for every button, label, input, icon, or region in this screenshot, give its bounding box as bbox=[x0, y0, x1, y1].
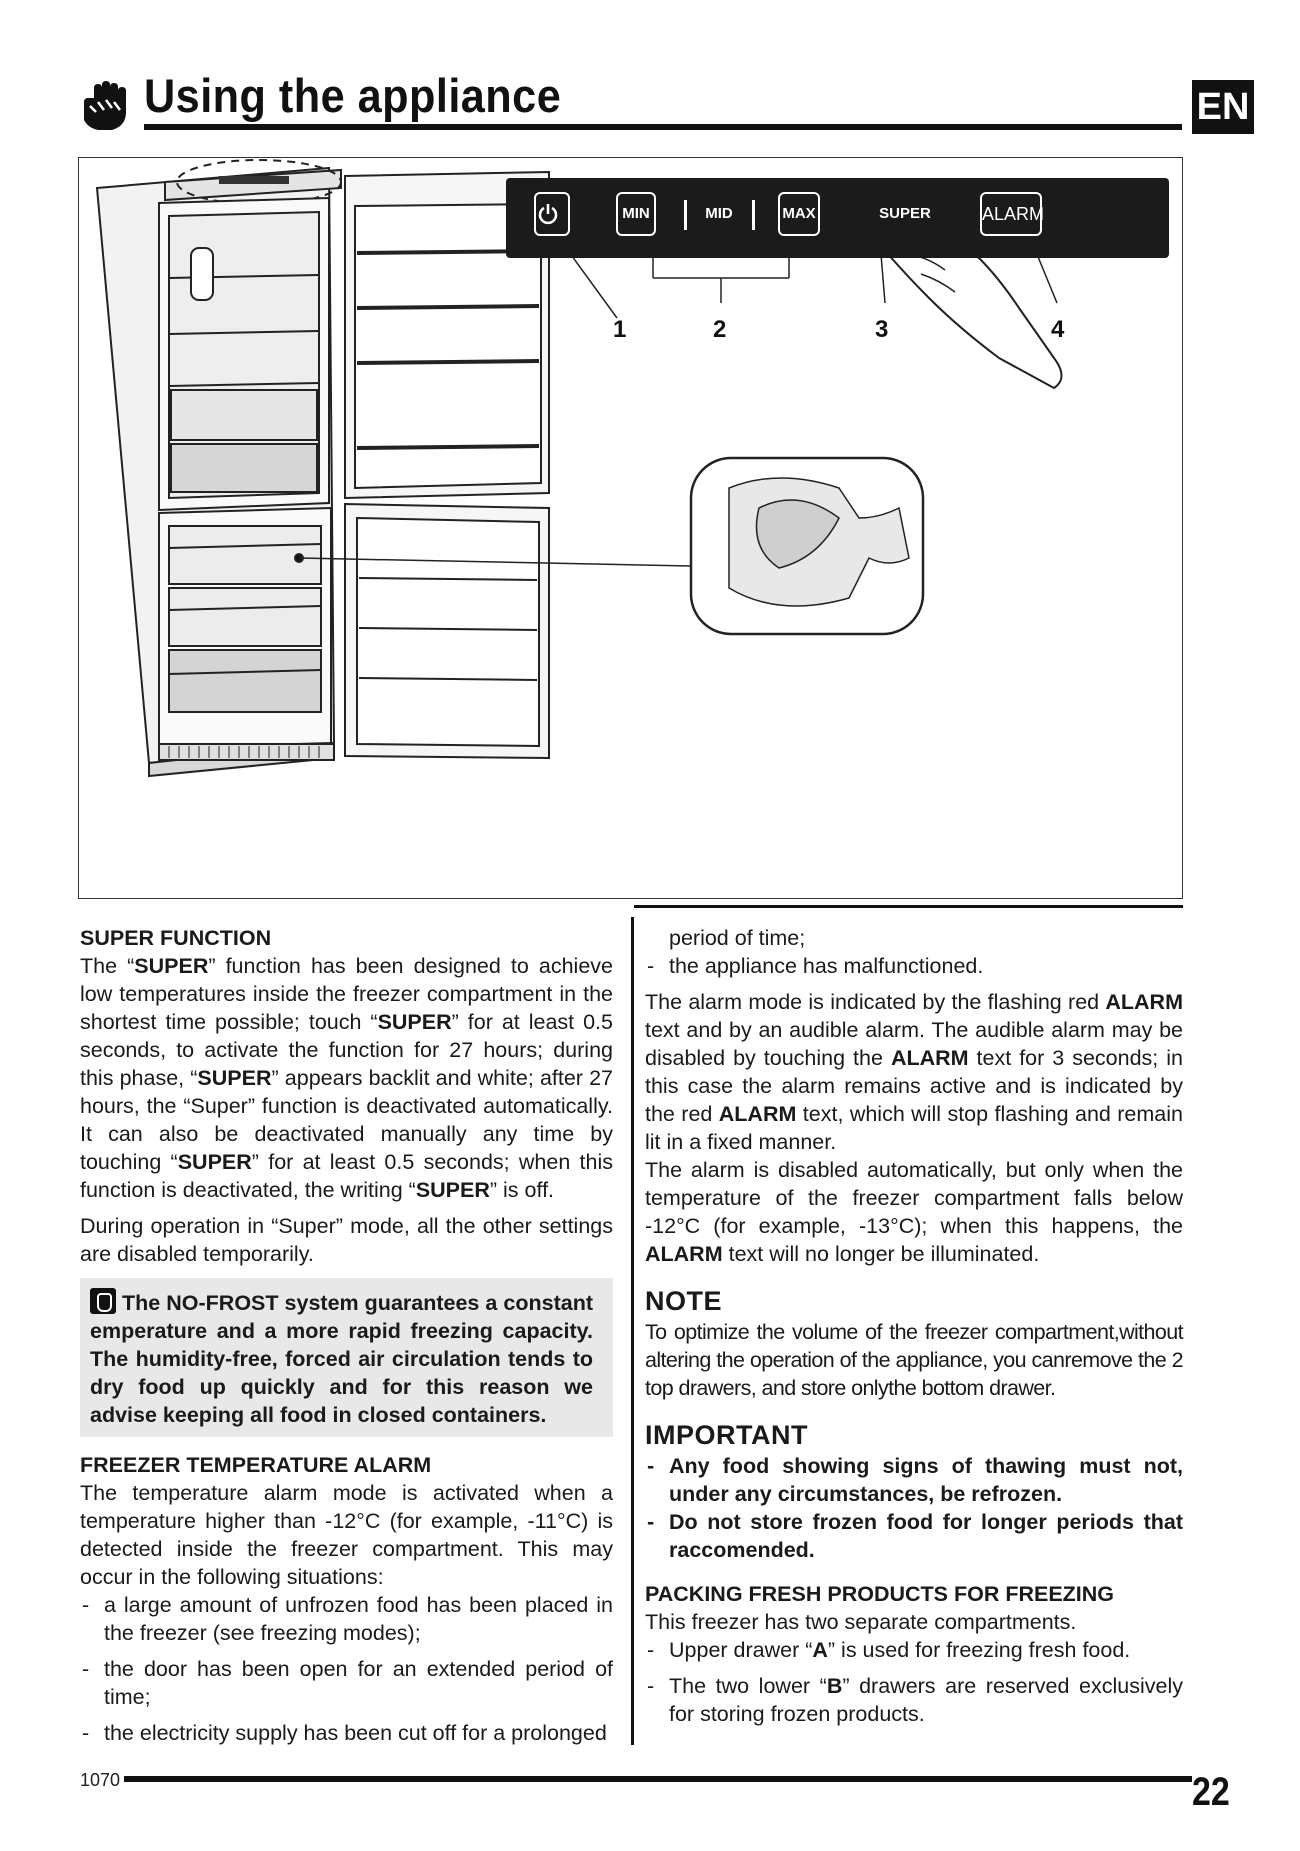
footer-code: 1070 bbox=[80, 1770, 121, 1790]
callout-2: 2 bbox=[713, 316, 727, 343]
page-title: Using the appliance bbox=[144, 69, 562, 122]
packing-heading: PACKING FRESH PRODUCTS FOR FREEZING bbox=[645, 1582, 1115, 1606]
right-column bbox=[645, 924, 1183, 1728]
panel-separator bbox=[684, 200, 687, 230]
alarm-disable-paragraph: The alarm is disabled automatically, but only when the temperature of the freezer compartment falls below -12°C (for example, -13°C); when this happens, the ALARM text will no longer be illuminated. bbox=[645, 1158, 1183, 1266]
control-panel bbox=[506, 178, 1169, 258]
title-rule bbox=[144, 124, 1182, 130]
min-button[interactable]: MIN bbox=[616, 192, 656, 236]
power-button[interactable] bbox=[534, 192, 570, 236]
continuation-text: period of time; bbox=[669, 926, 806, 950]
note-text: To optimize the volume of the freezer compartment,without altering the operation of the appliance, you canremove the 2 top drawers, and store onlythe bottom drawer. bbox=[645, 1320, 1183, 1400]
fridge-drawing bbox=[79, 158, 1183, 899]
list-item: - the electricity supply has been cut off for a prolonged bbox=[80, 1719, 613, 1747]
packing-intro: This freezer has two separate compartments. bbox=[645, 1610, 1077, 1634]
column-divider bbox=[631, 917, 634, 1745]
alarm-paragraph: The alarm mode is indicated by the flashing red ALARM text and by an audible alarm. The audible alarm may be disabled by touching the ALARM text for 3 seconds; in this case the alarm remains active and is indicated by the red ALARM text, which will stop flashing and remain lit in a fixed manner. bbox=[645, 990, 1183, 1154]
mid-button[interactable]: MID bbox=[705, 205, 733, 222]
list-item: - Do not store frozen food for longer periods that raccomended. bbox=[645, 1508, 1183, 1564]
page-header bbox=[80, 68, 1182, 130]
list-item: - Any food showing signs of thawing must not, under any circumstances, be refrozen. bbox=[645, 1452, 1183, 1508]
language-badge: EN bbox=[1192, 80, 1254, 134]
left-column bbox=[80, 924, 613, 1747]
important-heading: IMPORTANT bbox=[645, 1420, 808, 1450]
freezer-alarm-heading: FREEZER TEMPERATURE ALARM bbox=[80, 1453, 432, 1477]
hand-icon bbox=[90, 1288, 116, 1314]
freezer-alarm-intro: The temperature alarm mode is activated when a temperature higher than -12°C (for example, -11°C) is detected inside the freezer compartment. This may occur in the following situations: bbox=[80, 1481, 613, 1589]
hand-icon bbox=[80, 80, 142, 132]
panel-separator bbox=[752, 200, 755, 230]
note-heading: NOTE bbox=[645, 1286, 723, 1316]
no-frost-note: The NO-FROST system guarantees a constant emperature and a more rapid freezing capacity. The humidity-free, forced air circulation tends to dry food up quickly and for this reason we advise keeping all food in closed containers. bbox=[80, 1278, 613, 1437]
super-function-paragraph: The “SUPER” function has been designed to achieve low temperatures inside the freezer compartment in the shortest time possible; touch “SUPER” for at least 0.5 seconds, to activate the function for 27 hours; during this phase, “SUPER” appears backlit and white; after 27 hours, the “Super” function is deactivated automatically. It can also be deactivated manually any time by touching “SUPER” for at least 0.5 seconds; when this function is deactivated, the writing “SUPER” is off. bbox=[80, 954, 613, 1202]
list-item: - the door has been open for an extended period of time; bbox=[80, 1655, 613, 1711]
callout-4: 4 bbox=[1051, 316, 1065, 343]
super-function-heading: SUPER FUNCTION bbox=[80, 926, 272, 950]
super-mode-paragraph: During operation in “Super” mode, all the other settings are disabled temporarily. bbox=[80, 1214, 613, 1266]
footer-rule bbox=[124, 1776, 1192, 1782]
list-item: - Upper drawer “A” is used for freezing fresh food. bbox=[645, 1636, 1183, 1664]
alarm-button[interactable]: ALARM bbox=[980, 192, 1042, 236]
page-number: 22 bbox=[1192, 1770, 1230, 1814]
appliance-illustration bbox=[78, 157, 1183, 899]
power-icon bbox=[536, 202, 560, 226]
list-item: - the appliance has malfunctioned. bbox=[645, 952, 1183, 980]
list-item: - a large amount of unfrozen food has been placed in the freezer (see freezing modes); bbox=[80, 1591, 613, 1647]
list-item: - The two lower “B” drawers are reserved exclusively for storing frozen products. bbox=[645, 1672, 1183, 1728]
super-button[interactable]: SUPER bbox=[879, 205, 931, 222]
column-top-rule bbox=[634, 905, 1183, 908]
max-button[interactable]: MAX bbox=[778, 192, 820, 236]
callout-3: 3 bbox=[875, 316, 889, 343]
callout-1: 1 bbox=[613, 316, 627, 343]
